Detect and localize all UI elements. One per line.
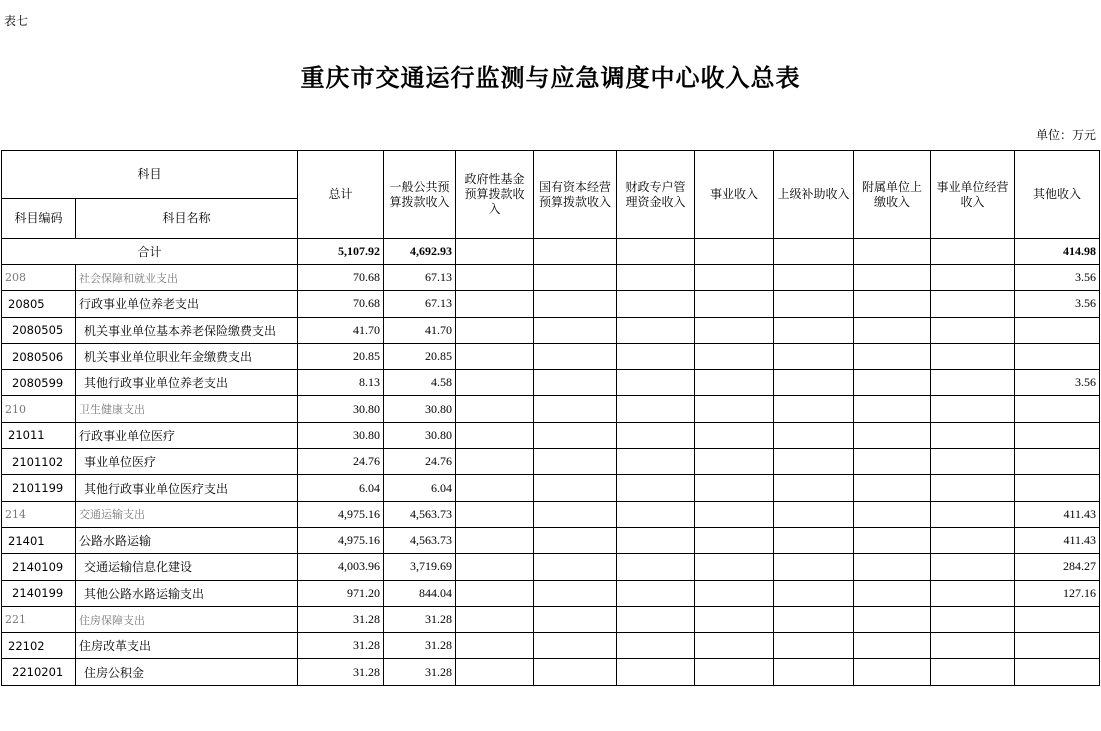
empty-cell xyxy=(456,449,534,475)
empty-cell xyxy=(854,659,931,685)
empty-cell xyxy=(854,527,931,553)
row-name: 机关事业单位基本养老保险缴费支出 xyxy=(76,317,298,343)
empty-cell xyxy=(617,659,695,685)
row-other xyxy=(1015,422,1100,448)
row-name: 卫生健康支出 xyxy=(76,396,298,422)
empty-cell xyxy=(695,370,774,396)
empty-cell xyxy=(534,265,617,291)
empty-cell xyxy=(534,370,617,396)
empty-cell xyxy=(854,291,931,317)
row-general-budget: 20.85 xyxy=(384,343,456,369)
row-general-budget: 4,563.73 xyxy=(384,527,456,553)
empty-cell xyxy=(854,343,931,369)
income-summary-table xyxy=(1,150,1100,686)
empty-cell xyxy=(931,527,1015,553)
empty-cell xyxy=(774,239,854,265)
empty-cell xyxy=(774,449,854,475)
row-other: 3.56 xyxy=(1015,370,1100,396)
row-other: 3.56 xyxy=(1015,265,1100,291)
row-total: 31.28 xyxy=(298,606,384,632)
empty-cell xyxy=(774,527,854,553)
table-row xyxy=(2,317,1100,343)
row-general-budget: 31.28 xyxy=(384,659,456,685)
empty-cell xyxy=(695,580,774,606)
header-state-capital: 国有资本经营预算拨款收入 xyxy=(534,151,617,239)
empty-cell xyxy=(534,396,617,422)
totals-total: 5,107.92 xyxy=(298,239,384,265)
empty-cell xyxy=(617,501,695,527)
table-row xyxy=(2,527,1100,553)
header-name: 科目名称 xyxy=(76,199,298,239)
empty-cell xyxy=(854,501,931,527)
row-other xyxy=(1015,396,1100,422)
unit-label: 单位：万元 xyxy=(1035,128,1096,142)
row-other: 127.16 xyxy=(1015,580,1100,606)
row-name: 住房改革支出 xyxy=(76,633,298,659)
empty-cell xyxy=(854,633,931,659)
empty-cell xyxy=(456,422,534,448)
header-general-budget: 一般公共预算拨款收入 xyxy=(384,151,456,239)
row-code: 210 xyxy=(2,396,76,422)
row-name: 住房保障支出 xyxy=(76,606,298,632)
empty-cell xyxy=(854,396,931,422)
empty-cell xyxy=(617,580,695,606)
empty-cell xyxy=(854,265,931,291)
row-code: 21401 xyxy=(2,527,76,553)
empty-cell xyxy=(854,239,931,265)
empty-cell xyxy=(931,291,1015,317)
empty-cell xyxy=(774,501,854,527)
row-name: 行政事业单位养老支出 xyxy=(76,291,298,317)
row-total: 971.20 xyxy=(298,580,384,606)
empty-cell xyxy=(617,606,695,632)
empty-cell xyxy=(695,396,774,422)
empty-cell xyxy=(931,317,1015,343)
empty-cell xyxy=(695,633,774,659)
header-subject: 科目 xyxy=(2,151,298,199)
row-general-budget: 41.70 xyxy=(384,317,456,343)
table-row xyxy=(2,396,1100,422)
table-row xyxy=(2,606,1100,632)
empty-cell xyxy=(617,239,695,265)
row-code: 2080599 xyxy=(2,370,76,396)
row-general-budget: 4.58 xyxy=(384,370,456,396)
row-name: 其他公路水路运输支出 xyxy=(76,580,298,606)
row-code: 2101199 xyxy=(2,475,76,501)
empty-cell xyxy=(617,343,695,369)
row-other: 284.27 xyxy=(1015,554,1100,580)
row-general-budget: 30.80 xyxy=(384,396,456,422)
empty-cell xyxy=(695,317,774,343)
row-other xyxy=(1015,659,1100,685)
empty-cell xyxy=(456,291,534,317)
empty-cell xyxy=(931,265,1015,291)
empty-cell xyxy=(931,449,1015,475)
empty-cell xyxy=(695,291,774,317)
header-affiliated: 附属单位上缴收入 xyxy=(854,151,931,239)
row-total: 8.13 xyxy=(298,370,384,396)
empty-cell xyxy=(774,317,854,343)
empty-cell xyxy=(774,659,854,685)
row-name: 交通运输信息化建设 xyxy=(76,554,298,580)
table-row xyxy=(2,291,1100,317)
empty-cell xyxy=(617,554,695,580)
empty-cell xyxy=(854,422,931,448)
empty-cell xyxy=(774,606,854,632)
empty-cell xyxy=(695,606,774,632)
row-name: 机关事业单位职业年金缴费支出 xyxy=(76,343,298,369)
row-name: 公路水路运输 xyxy=(76,527,298,553)
row-name: 交通运输支出 xyxy=(76,501,298,527)
table-row xyxy=(2,554,1100,580)
row-name: 其他行政事业单位医疗支出 xyxy=(76,475,298,501)
empty-cell xyxy=(931,422,1015,448)
empty-cell xyxy=(931,633,1015,659)
empty-cell xyxy=(617,422,695,448)
row-general-budget: 3,719.69 xyxy=(384,554,456,580)
empty-cell xyxy=(534,606,617,632)
row-total: 4,003.96 xyxy=(298,554,384,580)
empty-cell xyxy=(456,501,534,527)
empty-cell xyxy=(534,580,617,606)
empty-cell xyxy=(774,396,854,422)
empty-cell xyxy=(534,449,617,475)
totals-general-budget: 4,692.93 xyxy=(384,239,456,265)
empty-cell xyxy=(695,659,774,685)
empty-cell xyxy=(456,554,534,580)
empty-cell xyxy=(854,606,931,632)
row-total: 6.04 xyxy=(298,475,384,501)
empty-cell xyxy=(931,370,1015,396)
empty-cell xyxy=(617,370,695,396)
row-total: 70.68 xyxy=(298,265,384,291)
empty-cell xyxy=(534,239,617,265)
empty-cell xyxy=(617,449,695,475)
empty-cell xyxy=(931,659,1015,685)
row-code: 208 xyxy=(2,265,76,291)
row-general-budget: 67.13 xyxy=(384,265,456,291)
empty-cell xyxy=(534,317,617,343)
empty-cell xyxy=(695,239,774,265)
totals-other: 414.98 xyxy=(1015,239,1100,265)
row-other: 3.56 xyxy=(1015,291,1100,317)
totals-label: 合计 xyxy=(2,239,298,265)
empty-cell xyxy=(456,606,534,632)
empty-cell xyxy=(456,265,534,291)
row-other xyxy=(1015,475,1100,501)
empty-cell xyxy=(854,475,931,501)
empty-cell xyxy=(774,422,854,448)
row-general-budget: 24.76 xyxy=(384,449,456,475)
empty-cell xyxy=(854,370,931,396)
empty-cell xyxy=(534,527,617,553)
row-total: 30.80 xyxy=(298,396,384,422)
empty-cell xyxy=(931,580,1015,606)
row-general-budget: 31.28 xyxy=(384,633,456,659)
empty-cell xyxy=(774,633,854,659)
empty-cell xyxy=(695,449,774,475)
empty-cell xyxy=(456,475,534,501)
empty-cell xyxy=(617,396,695,422)
empty-cell xyxy=(534,291,617,317)
empty-cell xyxy=(774,265,854,291)
empty-cell xyxy=(456,580,534,606)
empty-cell xyxy=(695,527,774,553)
empty-cell xyxy=(617,633,695,659)
empty-cell xyxy=(534,475,617,501)
row-code: 20805 xyxy=(2,291,76,317)
table-number-label: 表七 xyxy=(4,14,29,28)
empty-cell xyxy=(456,317,534,343)
header-gov-fund: 政府性基金预算拨款收入 xyxy=(456,151,534,239)
row-code: 2080505 xyxy=(2,317,76,343)
empty-cell xyxy=(774,554,854,580)
row-total: 30.80 xyxy=(298,422,384,448)
empty-cell xyxy=(854,554,931,580)
table-row xyxy=(2,343,1100,369)
row-other: 411.43 xyxy=(1015,527,1100,553)
empty-cell xyxy=(534,501,617,527)
empty-cell xyxy=(534,554,617,580)
row-total: 4,975.16 xyxy=(298,501,384,527)
row-total: 24.76 xyxy=(298,449,384,475)
row-general-budget: 30.80 xyxy=(384,422,456,448)
table-row xyxy=(2,475,1100,501)
row-code: 2140199 xyxy=(2,580,76,606)
row-code: 2101102 xyxy=(2,449,76,475)
row-code: 2080506 xyxy=(2,343,76,369)
table-row xyxy=(2,633,1100,659)
row-general-budget: 6.04 xyxy=(384,475,456,501)
table-row xyxy=(2,422,1100,448)
empty-cell xyxy=(774,343,854,369)
empty-cell xyxy=(617,475,695,501)
empty-cell xyxy=(854,317,931,343)
empty-cell xyxy=(774,291,854,317)
table-row xyxy=(2,659,1100,685)
empty-cell xyxy=(931,554,1015,580)
row-code: 214 xyxy=(2,501,76,527)
empty-cell xyxy=(534,422,617,448)
row-code: 22102 xyxy=(2,633,76,659)
empty-cell xyxy=(931,475,1015,501)
empty-cell xyxy=(456,659,534,685)
table-row xyxy=(2,370,1100,396)
row-code: 21011 xyxy=(2,422,76,448)
row-name: 其他行政事业单位养老支出 xyxy=(76,370,298,396)
empty-cell xyxy=(617,291,695,317)
table-row xyxy=(2,265,1100,291)
row-name: 社会保障和就业支出 xyxy=(76,265,298,291)
empty-cell xyxy=(534,659,617,685)
row-general-budget: 31.28 xyxy=(384,606,456,632)
row-total: 41.70 xyxy=(298,317,384,343)
header-other: 其他收入 xyxy=(1015,151,1100,239)
header-business: 事业收入 xyxy=(695,151,774,239)
table-row xyxy=(2,580,1100,606)
empty-cell xyxy=(695,422,774,448)
empty-cell xyxy=(695,475,774,501)
totals-row xyxy=(2,239,1100,265)
empty-cell xyxy=(931,501,1015,527)
row-total: 70.68 xyxy=(298,291,384,317)
empty-cell xyxy=(456,239,534,265)
row-other xyxy=(1015,606,1100,632)
row-other xyxy=(1015,633,1100,659)
empty-cell xyxy=(854,580,931,606)
empty-cell xyxy=(774,475,854,501)
empty-cell xyxy=(695,265,774,291)
empty-cell xyxy=(774,580,854,606)
empty-cell xyxy=(931,239,1015,265)
empty-cell xyxy=(456,396,534,422)
row-total: 20.85 xyxy=(298,343,384,369)
empty-cell xyxy=(854,449,931,475)
empty-cell xyxy=(617,265,695,291)
empty-cell xyxy=(695,554,774,580)
empty-cell xyxy=(695,501,774,527)
empty-cell xyxy=(534,633,617,659)
row-other xyxy=(1015,343,1100,369)
row-name: 住房公积金 xyxy=(76,659,298,685)
empty-cell xyxy=(617,527,695,553)
header-fiscal-special: 财政专户管理资金收入 xyxy=(617,151,695,239)
table-row xyxy=(2,501,1100,527)
table-row xyxy=(2,449,1100,475)
header-operating: 事业单位经营收入 xyxy=(931,151,1015,239)
row-general-budget: 67.13 xyxy=(384,291,456,317)
empty-cell xyxy=(456,527,534,553)
header-code: 科目编码 xyxy=(2,199,76,239)
row-general-budget: 844.04 xyxy=(384,580,456,606)
empty-cell xyxy=(931,606,1015,632)
empty-cell xyxy=(931,396,1015,422)
header-superior-subsidy: 上级补助收入 xyxy=(774,151,854,239)
empty-cell xyxy=(456,343,534,369)
empty-cell xyxy=(695,343,774,369)
empty-cell xyxy=(931,343,1015,369)
page-title: 重庆市交通运行监测与应急调度中心收入总表 xyxy=(300,63,801,92)
row-total: 4,975.16 xyxy=(298,527,384,553)
empty-cell xyxy=(617,317,695,343)
row-other xyxy=(1015,449,1100,475)
empty-cell xyxy=(774,370,854,396)
row-total: 31.28 xyxy=(298,633,384,659)
row-name: 行政事业单位医疗 xyxy=(76,422,298,448)
row-general-budget: 4,563.73 xyxy=(384,501,456,527)
row-other: 411.43 xyxy=(1015,501,1100,527)
row-total: 31.28 xyxy=(298,659,384,685)
row-code: 2210201 xyxy=(2,659,76,685)
empty-cell xyxy=(456,633,534,659)
empty-cell xyxy=(456,370,534,396)
header-total: 总计 xyxy=(298,151,384,239)
row-other xyxy=(1015,317,1100,343)
row-name: 事业单位医疗 xyxy=(76,449,298,475)
empty-cell xyxy=(534,343,617,369)
row-code: 2140109 xyxy=(2,554,76,580)
row-code: 221 xyxy=(2,606,76,632)
